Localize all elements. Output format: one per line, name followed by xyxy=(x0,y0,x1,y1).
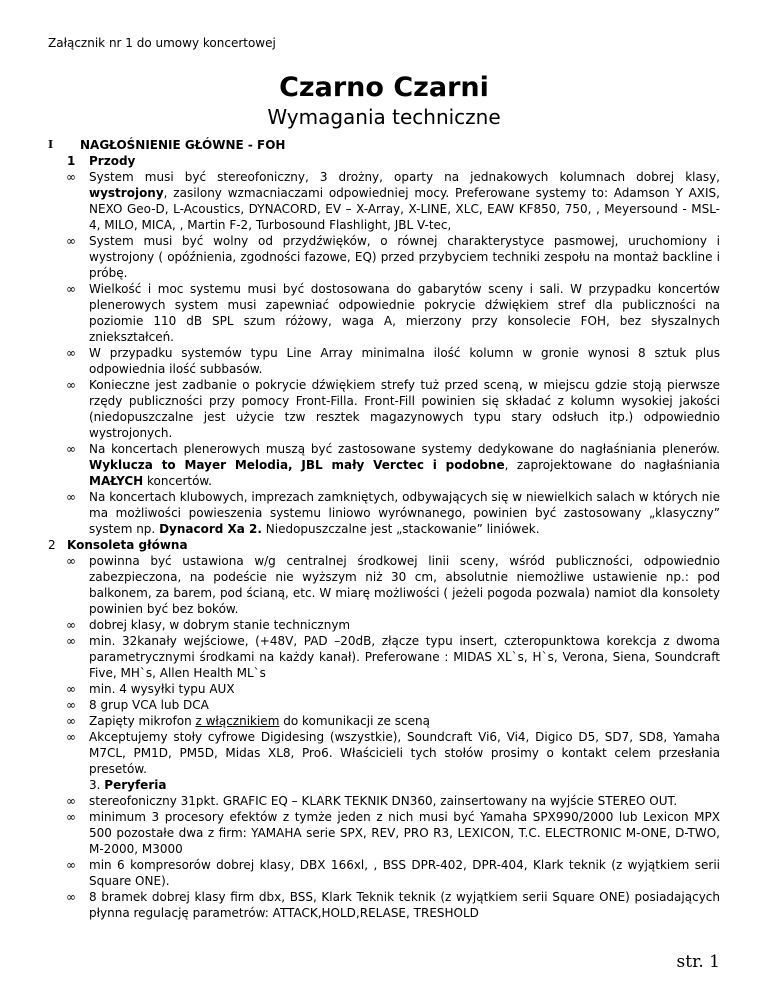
list-item: ∞ dobrej klasy, w dobrym stanie technicznym xyxy=(66,618,351,632)
list-item: ∞ 8 bramek dobrej klasy firm dbx, BSS, Klark Teknik teknik (z wyjątkiem serii Square ONE) posiadających płynna regulację parametrów: ATTACK,HOLD,RELASE, TRESHOLD xyxy=(66,890,720,920)
list-item: ∞ Na koncertach klubowych, imprezach zamkniętych, odbywających się w niewielkich salach w których nie ma możliwości powieszenia systemu liniowo wyrównanego, powinien być zastosowany „klasyczny” system np. Dynacord Xa 2. Niedopuszczalne jest „stackowanie” liniówek. xyxy=(66,490,720,536)
subsection-heading xyxy=(0,537,768,553)
list-item: ∞ Konieczne jest zadbanie o pokrycie dźwiękiem strefy tuż przed sceną, w miejscu gdzie stoją pierwsze rzędy publiczności przy pomocy Front-Filla. Front-Fill powinien się składać z kolumn wysokiej jakości (niedopuszczalne jest użycie tzw resztek magazynowych typu stary odsłuch itp.) odpowiednio wystrojonych. xyxy=(66,378,720,440)
bullet-icon: ∞ xyxy=(66,634,76,648)
bullet-icon: ∞ xyxy=(66,378,76,392)
bullet-icon: ∞ xyxy=(66,714,76,728)
list-item: ∞ System musi być stereofoniczny, 3 drożny, oparty na jednakowych kolumnach dobrej klasy, wystrojony, zasilony wzmacniaczami odpowiedniej mocy. Preferowane systemy to: Adamson Y AXIS, NEXO Geo-D, L-Acoustics, DYNACORD, EV – X-Array, X-LINE, XLC, EAW KF850, 750, , Meyersound - MSL-4, MILO, MICA, , Martin F-2, Turbosound Flashlight, JBL V-tec, xyxy=(66,170,720,232)
bullet-icon: ∞ xyxy=(66,698,76,712)
document-subtitle: Wymagania techniczne xyxy=(267,105,501,129)
bullet-icon: ∞ xyxy=(66,858,76,872)
page-number: str. 1 xyxy=(676,952,720,972)
bullet-icon: ∞ xyxy=(66,170,76,184)
subsection-heading xyxy=(0,777,768,793)
subsection-number: 1 xyxy=(67,154,76,168)
list-item: ∞ min. 4 wysyłki typu AUX xyxy=(66,682,235,696)
bullet-icon: ∞ xyxy=(66,810,76,824)
subsection-title: Przody xyxy=(89,154,136,168)
list-item: ∞ Wielkość i moc systemu musi być dostosowana do gabarytów sceny i sali. W przypadku koncertów plenerowych system musi zapewniać odpowiednie pokrycie dźwiękiem stref dla publiczności na poziomie 110 dB SPL szum różowy, waga A, mierzony przy konsolecie FOH, bez słyszalnych zniekształceń. xyxy=(66,282,720,344)
bullet-icon: ∞ xyxy=(66,890,76,904)
document-title: Czarno Czarni xyxy=(279,72,489,103)
subsection-heading xyxy=(0,153,768,169)
list-item: ∞ minimum 3 procesory efektów z tymże jeden z nich musi być Yamaha SPX990/2000 lub Lexicon MPX 500 pozostałe dwa z firm: YAMAHA serie SPX, REV, PRO R3, LEXICON, T.C. ELECTRONIC M-ONE, D-TWO, M-2000, M3000 xyxy=(66,810,720,856)
bullet-icon: ∞ xyxy=(66,730,76,744)
list-item: ∞ 8 grup VCA lub DCA xyxy=(66,698,209,712)
list-item: ∞ W przypadku systemów typu Line Array minimalna ilość kolumn w gronie wynosi 8 sztuk plus odpowiednia ilość subbasów. xyxy=(66,346,720,376)
bullet-icon: ∞ xyxy=(66,490,76,504)
list-item: ∞ powinna być ustawiona w/g centralnej środkowej linii sceny, wśród publiczności, odpowiednio zabezpieczona, na podeście nie wyższym niż 30 cm, absolutnie niemożliwe ustawienie np.: pod balkonem, za barem, pod ścianą, etc. W miarę możliwości ( jeżeli pogoda pozwala) namiot dla konsolety powinien być bez boków. xyxy=(66,554,720,616)
section-heading xyxy=(0,137,768,153)
list-item: ∞ Zapięty mikrofon z włącznikiem do komunikacji ze sceną xyxy=(66,714,430,728)
list-item: ∞ stereofoniczny 31pkt. GRAFIC EQ – KLARK TEKNIK DN360, zainsertowany na wyjście STEREO OUT. xyxy=(66,794,678,808)
bullet-icon: ∞ xyxy=(66,346,76,360)
subsection-title: Konsoleta główna xyxy=(67,538,188,552)
bullet-icon: ∞ xyxy=(66,794,76,808)
bullet-icon: ∞ xyxy=(66,234,76,248)
list-item: ∞ System musi być wolny od przydźwięków, o równej charakterystyce pasmowej, uruchomiony i wystrojony ( opóźnienia, zgodności fazowe, EQ) przed przybyciem techniki zespołu na montaż backline i próbę. xyxy=(66,234,720,280)
subsection-title: Peryferia xyxy=(104,778,167,792)
bullet-icon: ∞ xyxy=(66,442,76,456)
bullet-icon: ∞ xyxy=(66,682,76,696)
annex-header: Załącznik nr 1 do umowy koncertowej xyxy=(48,36,276,50)
bullet-icon: ∞ xyxy=(66,618,76,632)
list-item: ∞ min 6 kompresorów dobrej klasy, DBX 166xl, , BSS DPR-402, DPR-404, Klark teknik (z wyjątkiem serii Square ONE). xyxy=(66,858,720,888)
section-number: I xyxy=(48,138,54,151)
bullet-icon: ∞ xyxy=(66,554,76,568)
subsection-number: 2 xyxy=(48,538,56,552)
list-item: ∞ Akceptujemy stoły cyfrowe Digidesing (wszystkie), Soundcraft Vi6, Vi4, Digico D5, SD7, SD8, Yamaha M7CL, PM1D, PM5D, Midas XL8, Pro6. Właścicieli tych stołów prosimy o kontakt celem przesłania presetów. xyxy=(66,730,720,776)
list-item: ∞ Na koncertach plenerowych muszą być zastosowane systemy dedykowane do nagłaśniania plenerów. Wyklucza to Mayer Melodia, JBL mały Verctec i podobne, zaprojektowane do nagłaśniania MAŁYCH koncertów. xyxy=(66,442,721,488)
bullet-icon: ∞ xyxy=(66,282,76,296)
document-body xyxy=(0,137,768,921)
list-item: ∞ min. 32kanały wejściowe, (+48V, PAD –20dB, złącze typu insert, czteropunktowa korekcja z dwoma parametrycznymi środkami na każdy kanał). Preferowane : MIDAS XL`s, H`s, Verona, Siena, Soundcraft Five, MH`s, Allen Health ML`s xyxy=(66,634,720,680)
section-title: NAGŁOŚNIENIE GŁÓWNE - FOH xyxy=(80,138,286,152)
subsection-number: 3. xyxy=(89,778,101,792)
